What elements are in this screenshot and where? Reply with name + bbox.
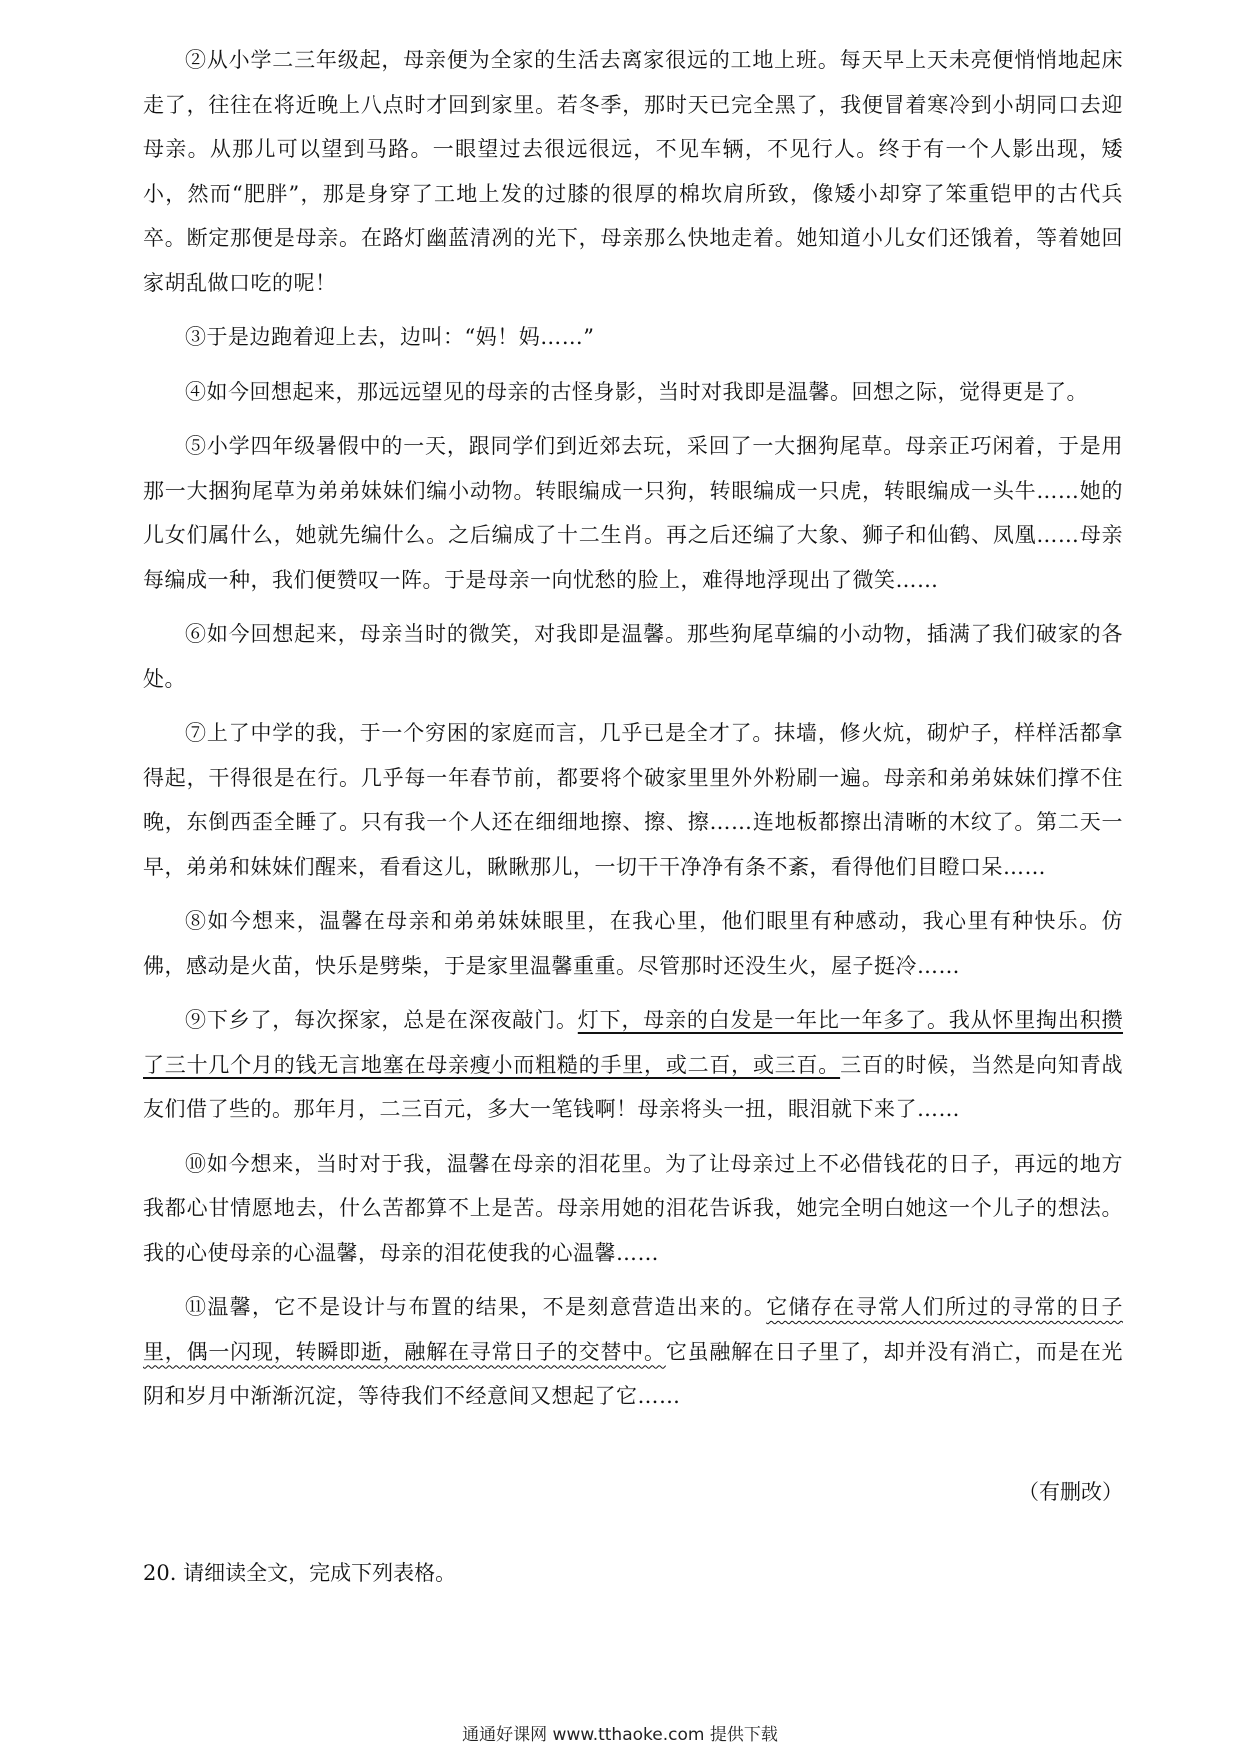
- wavy-underlined-sentence: 它储存在寻常人们所过的寻常的日子里，偶一闪现，转瞬即逝，融解在寻常日子的交替中。: [143, 1295, 1124, 1364]
- paragraph-11-tail: 它虽融解在日子里了，却并没有消亡，而是在光阴和岁月中渐渐沉淀，等待我们不经意间又想起了它……: [143, 1339, 1124, 1408]
- paragraph-5: ⑤小学四年级暑假中的一天，跟同学们到近郊去玩，采回了一大捆狗尾草。母亲正巧闲着，于是用那一大捆狗尾草为弟弟妹妹们编小动物。转眼编成一只狗，转眼编成一只虎，转眼编成一头牛……她的儿女们属什么，她就先编什么。之后编成了十二生肖。再之后还编了大象、狮子和仙鹤、凤凰……母亲每编成一种，我们便赞叹一阵。于是母亲一向忧愁的脸上，难得地浮现出了微笑……: [143, 434, 1123, 592]
- paragraph-9: [143, 998, 1123, 1132]
- paragraph-6: ⑥如今回想起来，母亲当时的微笑，对我即是温馨。那些狗尾草编的小动物，插满了我们破家的各处。: [143, 622, 1123, 691]
- paragraph-10: ⑩如今想来，当时对于我，温馨在母亲的泪花里。为了让母亲过上不必借钱花的日子，再远的地方我都心甘情愿地去，什么苦都算不上是苦。母亲用她的泪花告诉我，她完全明白她这一个儿子的想法。我的心使母亲的心温馨，母亲的泪花使我的心温馨……: [143, 1151, 1123, 1265]
- paragraph-4: ④如今回想起来，那远远望见的母亲的古怪身影，当时对我即是温馨。回想之际，觉得更是了。: [185, 379, 1088, 404]
- article-body: [143, 38, 1123, 1419]
- paragraph-11-lead: ⑪温馨，它不是设计与布置的结果，不是刻意营造出来的。: [185, 1295, 767, 1319]
- page-footer: 通通好课网 www.tthaoke.com 提供下载: [462, 1725, 778, 1745]
- paragraph-9-lead: ⑨下乡了，每次探家，总是在深夜敲门。: [185, 1008, 578, 1032]
- paragraph-9-tail: 三百的时候，当然是向知青战友们借了些的。那年月，二三百元，多大一笔钱啊！母亲将头一扭，眼泪就下来了……: [143, 1052, 1124, 1121]
- question-20: 20. 请细读全文，完成下列表格。: [143, 1561, 457, 1585]
- paragraph-3: ③于是边跑着迎上去，边叫：“妈！妈……”: [185, 325, 595, 349]
- underlined-sentence: 灯下，母亲的白发是一年比一年多了。我从怀里掏出积攒了三十几个月的钱无言地塞在母亲瘦小而粗糙的手里，或二百，或三百。: [143, 1008, 1124, 1077]
- paragraph-2: ②从小学二三年级起，母亲便为全家的生活去离家很远的工地上班。每天早上天未亮便悄悄地起床走了，往往在将近晚上八点时才回到家里。若冬季，那时天已完全黑了，我便冒着寒冷到小胡同口去迎母亲。从那儿可以望到马路。一眼望过去很远很远，不见车辆，不见行人。终于有一个人影出现，矮小，然而“肥胖”，那是身穿了工地上发的过膝的很厚的棉坎肩所致，像矮小却穿了笨重铠甲的古代兵卒。断定那便是母亲。在路灯幽蓝清冽的光下，母亲那么快地走着。她知道小儿女们还饿着，等着她回家胡乱做口吃的呢！: [143, 48, 1123, 295]
- source-note: （有删改）: [1018, 1480, 1123, 1504]
- paragraph-8: ⑧如今想来，温馨在母亲和弟弟妹妹眼里，在我心里，他们眼里有种感动，我心里有种快乐。仿佛，感动是火苗，快乐是劈柴，于是家里温馨重重。尽管那时还没生火，屋子挺冷……: [143, 909, 1123, 978]
- paragraph-7: ⑦上了中学的我，于一个穷困的家庭而言，几乎已是全才了。抹墙，修火炕，砌炉子，样样活都拿得起，干得很是在行。几乎每一年春节前，都要将个破家里里外外粉刷一遍。母亲和弟弟妹妹们撑不住晚，东倒西歪全睡了。只有我一个人还在细细地擦、擦、擦……连地板都擦出清晰的木纹了。第二天一早，弟弟和妹妹们醒来，看看这儿，瞅瞅那儿，一切干干净净有条不紊，看得他们目瞪口呆……: [143, 721, 1123, 879]
- paragraph-11: [143, 1285, 1123, 1419]
